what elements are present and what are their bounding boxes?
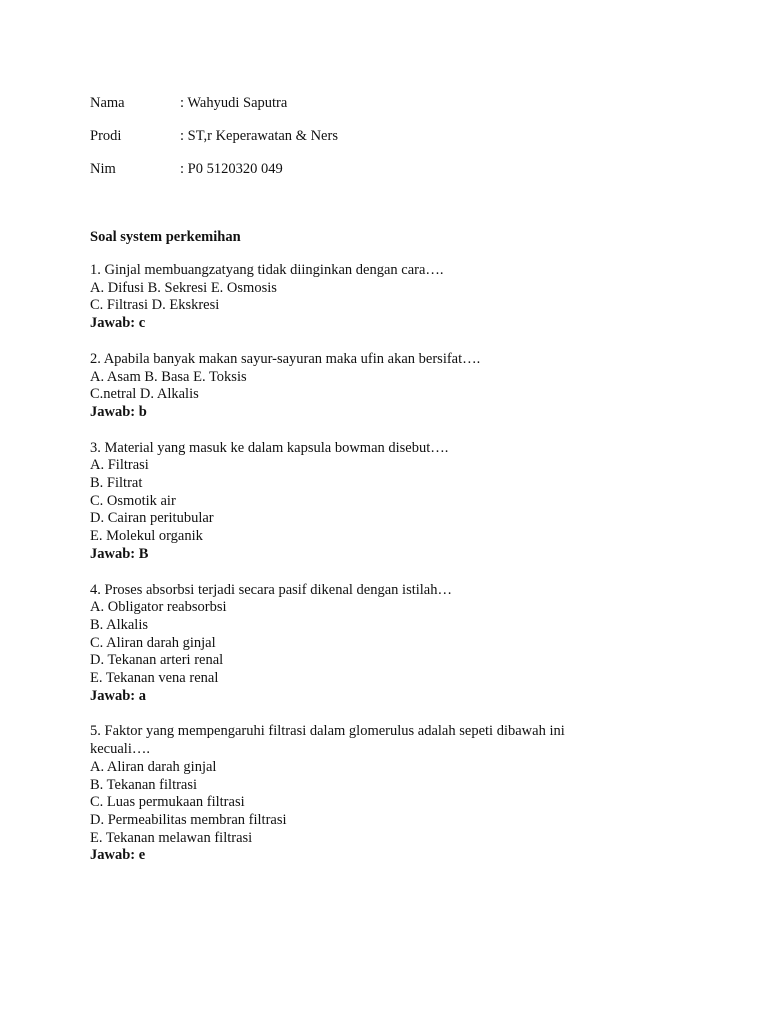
option-line: E. Tekanan melawan filtrasi [90, 829, 253, 846]
option-line: A. Difusi B. Sekresi E. Osmosis [90, 279, 277, 296]
option-line: B. Tekanan filtrasi [90, 776, 198, 793]
document-title: Soal system perkemihan [90, 229, 241, 245]
option-line: C.netral D. Alkalis [90, 386, 199, 403]
option-line: B. Alkalis [90, 616, 149, 633]
option-line: D. Permeabilitas membran filtrasi [90, 811, 287, 828]
question-line: 5. Faktor yang mempengaruhi filtrasi dalam glomerulus adalah sepeti dibawah ini [90, 723, 565, 740]
header-label: Nim [90, 161, 116, 177]
option-line: A. Aliran darah ginjal [90, 758, 217, 775]
option-line: A. Obligator reabsorbsi [90, 599, 227, 616]
answer-line: Jawab: a [90, 687, 146, 704]
header-value: : P0 5120320 049 [180, 161, 283, 177]
question-block-5 [90, 723, 690, 865]
option-line: C. Filtrasi D. Ekskresi [90, 297, 220, 314]
header-row-nim [90, 160, 338, 193]
identity-header [90, 94, 338, 193]
header-row-prodi [90, 127, 338, 160]
question-line: 2. Apabila banyak makan sayur-sayuran maka ufin akan bersifat…. [90, 350, 481, 367]
option-line: A. Filtrasi [90, 457, 149, 474]
question-line: 4. Proses absorbsi terjadi secara pasif dikenal dengan istilah… [90, 581, 452, 598]
option-line: C. Osmotik air [90, 492, 176, 509]
option-line: E. Tekanan vena renal [90, 670, 219, 687]
header-label: Prodi [90, 128, 122, 144]
question-line: kecuali…. [90, 741, 150, 758]
option-line: C. Luas permukaan filtrasi [90, 794, 245, 811]
answer-line: Jawab: B [90, 545, 149, 562]
answer-line: Jawab: c [90, 315, 146, 332]
answer-line: Jawab: e [90, 847, 146, 864]
option-line: E. Molekul organik [90, 528, 203, 545]
question-block-3 [90, 440, 690, 564]
option-line: B. Filtrat [90, 475, 143, 492]
answer-line: Jawab: b [90, 403, 147, 420]
option-line: A. Asam B. Basa E. Toksis [90, 368, 247, 385]
header-label: Nama [90, 95, 125, 111]
question-line: 3. Material yang masuk ke dalam kapsula bowman disebut…. [90, 439, 449, 456]
header-row-nama [90, 94, 338, 127]
question-block-4 [90, 582, 690, 706]
header-value: : Wahyudi Saputra [180, 95, 288, 111]
option-line: D. Tekanan arteri renal [90, 652, 224, 669]
question-block-2 [90, 351, 690, 422]
header-value: : ST,r Keperawatan & Ners [180, 128, 338, 144]
question-block-1 [90, 262, 690, 333]
option-line: D. Cairan peritubular [90, 510, 214, 527]
document-body [90, 228, 690, 883]
question-line: 1. Ginjal membuangzatyang tidak diinginkan dengan cara…. [90, 262, 444, 278]
option-line: C. Aliran darah ginjal [90, 634, 216, 651]
